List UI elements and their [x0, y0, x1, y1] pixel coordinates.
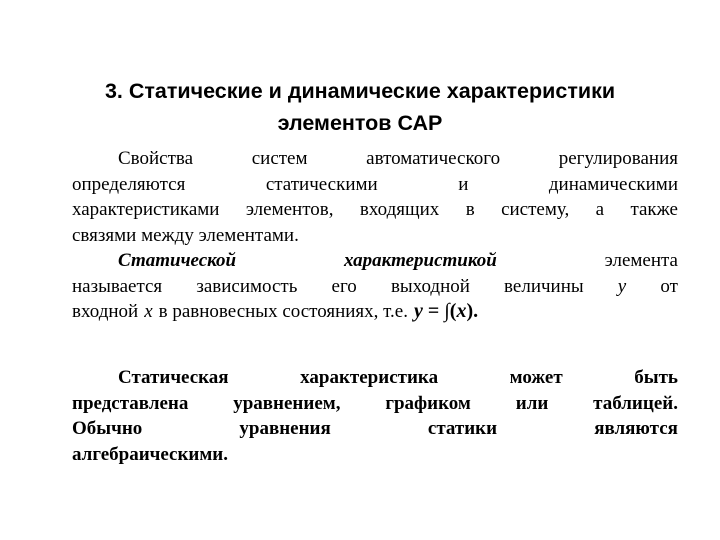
term-static: Статической [118, 250, 237, 271]
word: и [458, 173, 469, 195]
word: может [509, 367, 563, 388]
text-line [72, 442, 678, 468]
word: связями между элементами. [72, 224, 299, 246]
word: входящих [359, 199, 440, 221]
word: регулирования [558, 148, 678, 169]
word: уравнением, [233, 392, 341, 414]
word: являются [594, 418, 678, 440]
formula-paren-close: ) [466, 300, 474, 323]
word: входной [72, 301, 139, 323]
word: его [331, 275, 357, 297]
word: быть [634, 367, 678, 388]
text-line [72, 391, 678, 417]
text-line [72, 146, 678, 172]
word: также [630, 199, 678, 221]
word: характеристиками [72, 199, 220, 221]
text-line [72, 172, 678, 198]
paragraph-representation [72, 365, 678, 467]
word: представлена [72, 392, 189, 414]
word: Свойства [118, 148, 194, 169]
variable-x: x [144, 301, 153, 323]
text-line [72, 274, 678, 300]
word: графиком [385, 392, 471, 414]
word: в [465, 199, 475, 221]
word: автоматического [366, 148, 501, 169]
word: алгебраическими. [72, 443, 228, 465]
text-line [72, 223, 678, 249]
formula-lhs: y [413, 300, 423, 323]
term-characteristic: характеристикой [343, 250, 497, 271]
variable-y: y [617, 275, 627, 297]
formula-arg: x [456, 300, 467, 323]
word: уравнения [239, 418, 331, 440]
formula-integral: ∫ [444, 300, 450, 323]
title-line-2: элементов САР [277, 111, 443, 135]
word: элементов, [245, 199, 334, 221]
word: Статическая [118, 367, 229, 388]
word: а [595, 199, 605, 221]
word: определяются [72, 173, 186, 195]
text-line [72, 197, 678, 223]
word: Обычно [72, 418, 143, 440]
word: называется [72, 275, 163, 297]
word: от [660, 275, 678, 297]
word: характеристика [300, 367, 439, 388]
word: элемента [604, 250, 678, 271]
text-line [72, 365, 678, 391]
word: или [515, 392, 549, 414]
paragraph-properties [72, 146, 678, 248]
slide-title [40, 75, 680, 139]
formula-equals: = [427, 300, 440, 323]
paragraph-static-definition [72, 248, 678, 325]
word: систем [251, 148, 308, 169]
word: в равновесных состояниях, т.е. [158, 301, 408, 323]
word: динамическими [548, 173, 678, 195]
formula-paren-open: ( [449, 300, 457, 323]
word: статики [427, 418, 498, 440]
formula-period: . [473, 300, 479, 323]
text-line [72, 299, 678, 325]
text-line [72, 416, 678, 442]
text-line [72, 248, 678, 274]
word: выходной [390, 275, 470, 297]
word: статическими [265, 173, 378, 195]
word: систему, [501, 199, 570, 221]
word: таблицей. [593, 392, 678, 414]
title-line-1: 3. Статические и динамические характеристики [104, 79, 616, 103]
formula [414, 299, 478, 325]
word: величины [504, 275, 584, 297]
word: зависимость [196, 275, 298, 297]
